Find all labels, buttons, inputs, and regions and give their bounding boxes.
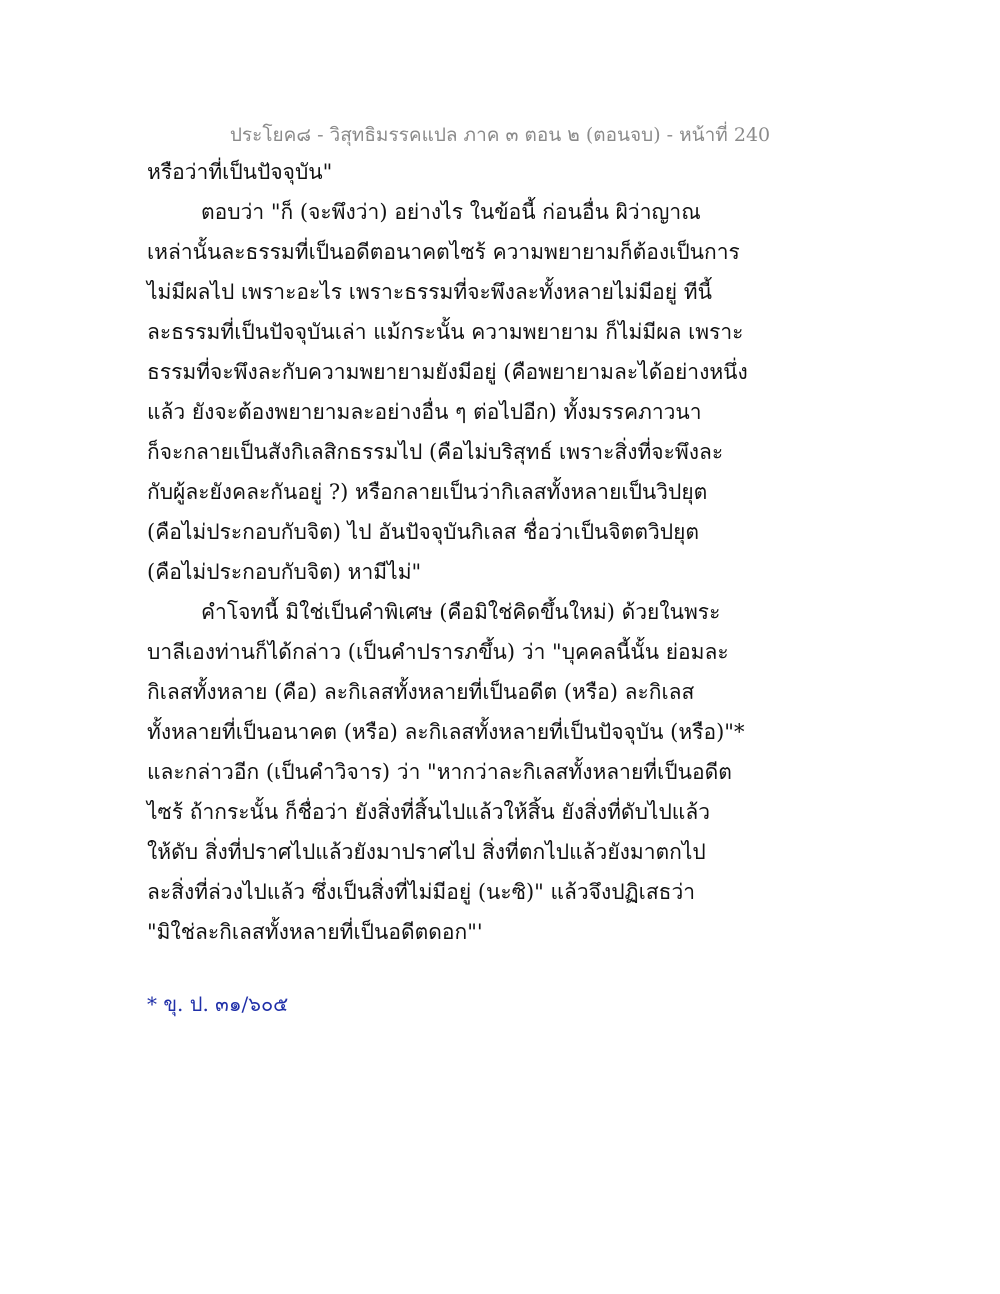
text-line: ละธรรมที่เป็นปัจจุบันเล่า แม้กระนั้น ความพยายาม ก็ไม่มีผล เพราะ xyxy=(147,320,744,344)
page-header: ประโยค๘ - วิสุทธิมรรคแปล ภาค ๓ ตอน ๒ (ตอนจบ) - หน้าที่ 240 xyxy=(229,124,771,146)
text-line: "มิใช่ละกิเลสทั้งหลายที่เป็นอดีตดอก"' xyxy=(147,920,483,944)
text-line: กิเลสทั้งหลาย (คือ) ละกิเลสทั้งหลายที่เป็นอดีต (หรือ) ละกิเลส xyxy=(147,680,695,704)
text-line: (คือไม่ประกอบกับจิต) หามีไม่" xyxy=(147,560,422,584)
text-line: ตอบว่า "ก็ (จะพึงว่า) อย่างไร ในข้อนี้ ก่อนอื่น ผิว่าญาณ xyxy=(201,200,701,224)
text-line: บาลีเองท่านก็ได้กล่าว (เป็นคำปรารภขึ้น) ว่า "บุคคลนี้นั้น ย่อมละ xyxy=(147,640,729,664)
text-line: ให้ดับ สิ่งที่ปราศไปแล้วยังมาปราศไป สิ่งที่ตกไปแล้วยังมาตกไป xyxy=(147,840,706,864)
text-line: ก็จะกลายเป็นสังกิเลสิกธรรมไป (คือไม่บริสุทธ์ เพราะสิ่งที่จะพึงละ xyxy=(147,440,724,464)
text-line: ธรรมที่จะพึงละกับความพยายามยังมีอยู่ (คือพยายามละได้อย่างหนึ่ง xyxy=(147,360,748,384)
text-line: คำโจทนี้ มิใช่เป็นคำพิเศษ (คือมิใช่คิดขึ้นใหม่) ด้วยในพระ xyxy=(201,600,721,624)
footnote: * ขุ. ป. ๓๑/๖๐๕ xyxy=(147,992,289,1016)
text-line: ละสิ่งที่ล่วงไปแล้ว ซึ่งเป็นสิ่งที่ไม่มีอยู่ (นะซิ)" แล้วจึงปฏิเสธว่า xyxy=(147,880,696,904)
text-line: ไม่มีผลไป เพราะอะไร เพราะธรรมที่จะพึงละทั้งหลายไม่มีอยู่ ทีนี้ xyxy=(147,280,712,304)
text-line: และกล่าวอีก (เป็นคำวิจาร) ว่า "หากว่าละกิเลสทั้งหลายที่เป็นอดีต xyxy=(147,760,732,784)
text-line: หรือว่าที่เป็นปัจจุบัน" xyxy=(147,160,333,184)
text-line: ทั้งหลายที่เป็นอนาคต (หรือ) ละกิเลสทั้งหลายที่เป็นปัจจุบัน (หรือ)"* xyxy=(147,720,745,744)
text-line: เหล่านั้นละธรรมที่เป็นอดีตอนาคตไซร้ ความพยายามก็ต้องเป็นการ xyxy=(147,240,740,264)
text-line: ไซร้ ถ้ากระนั้น ก็ชื่อว่า ยังสิ่งที่สิ้นไปแล้วให้สิ้น ยังสิ่งที่ดับไปแล้ว xyxy=(147,800,710,824)
text-line: (คือไม่ประกอบกับจิต) ไป อันปัจจุบันกิเลส ชื่อว่าเป็นจิตตวิปยุต xyxy=(147,520,700,544)
text-line: กับผู้ละยังคละกันอยู่ ?) หรือกลายเป็นว่ากิเลสทั้งหลายเป็นวิปยุต xyxy=(147,480,708,504)
text-line: แล้ว ยังจะต้องพยายามละอย่างอื่น ๆ ต่อไปอีก) ทั้งมรรคภาวนา xyxy=(147,400,702,424)
body-text xyxy=(147,152,867,952)
